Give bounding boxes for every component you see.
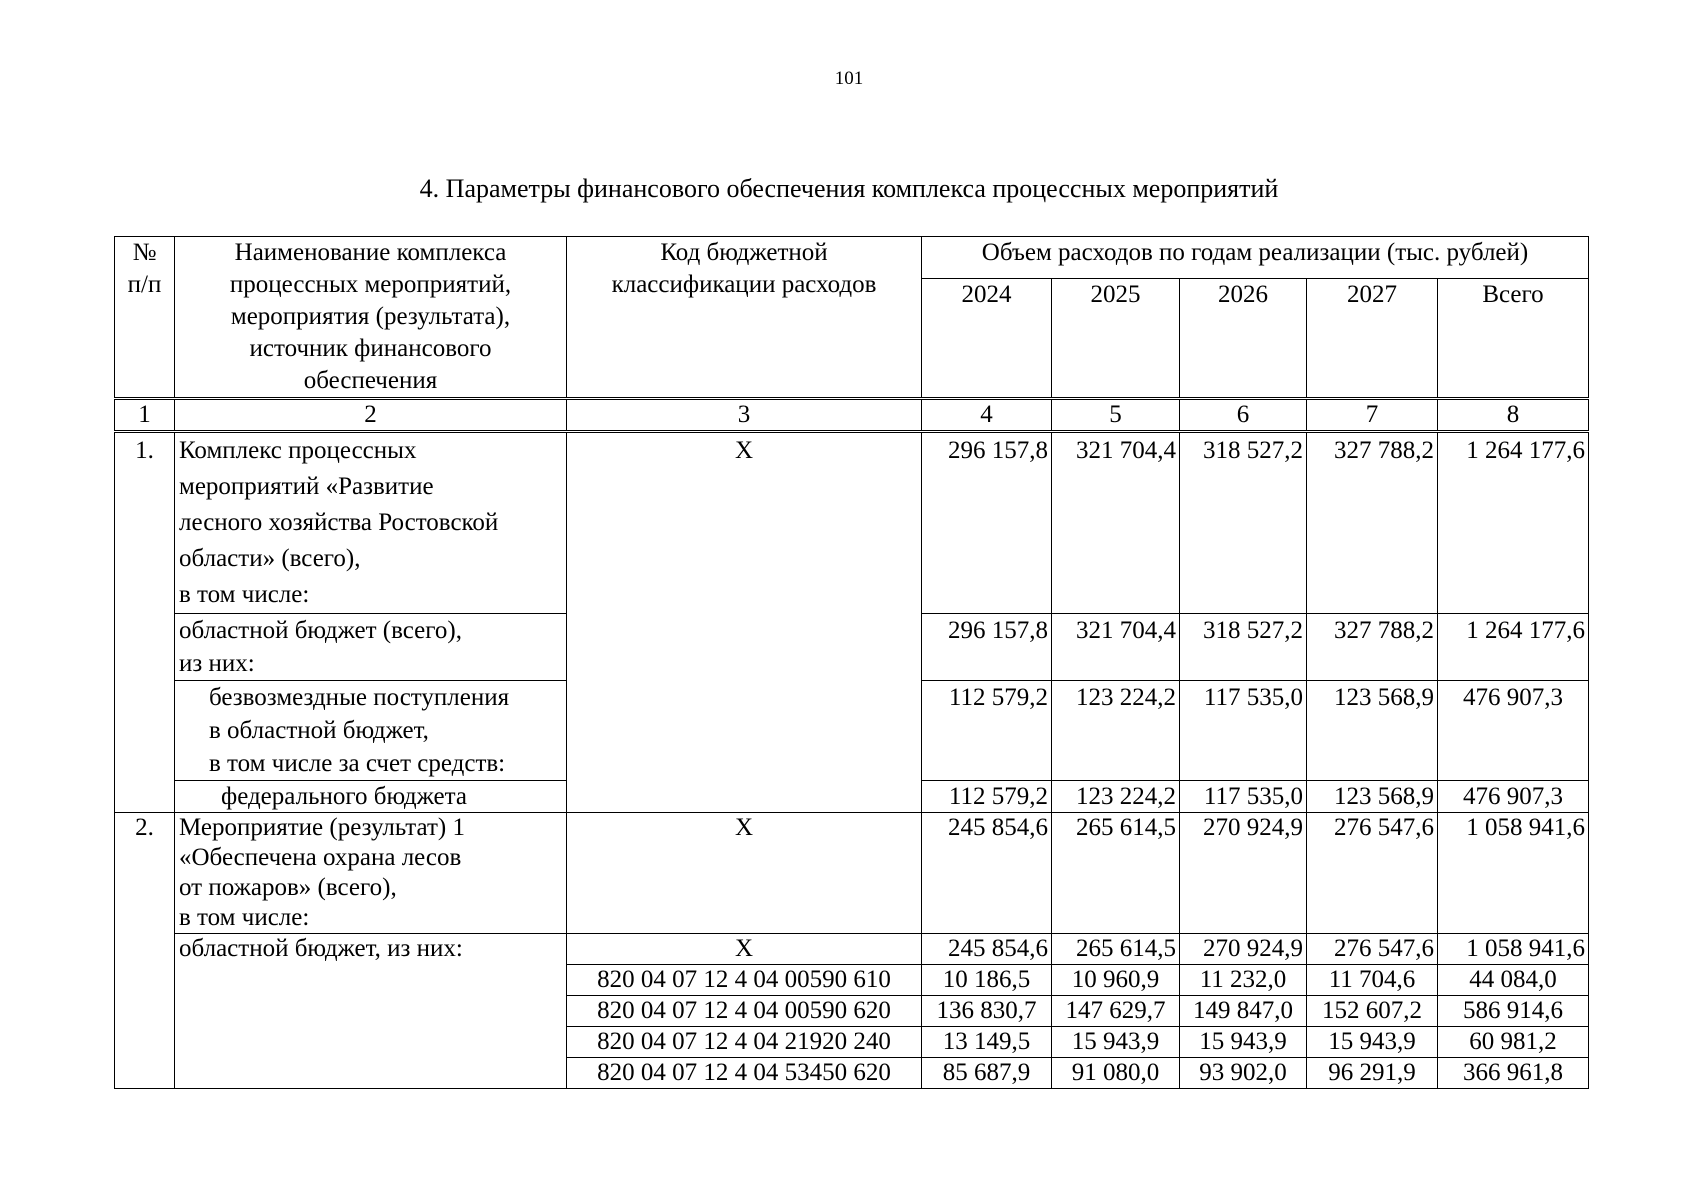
table-row: областной бюджет (всего), из них: 296 157,8 321 704,4 318 527,2 327 788,2 1 264 177,6 [115,614,1589,681]
column-numbers-row: 1 2 3 4 5 6 7 8 [115,399,1589,432]
row-code: 820 04 07 12 4 04 00590 620 [567,996,922,1027]
table-row: 820 04 07 12 4 04 00590 620 136 830,7 147 629,7 149 847,0 152 607,2 586 914,6 [115,996,1589,1027]
table-row: безвозмездные поступления в областной бюджет, в том числе за счет средств: 112 579,2 123 224,2 117 535,0 123 568,9 476 907,3 [115,681,1589,781]
row-code: 820 04 07 12 4 04 21920 240 [567,1027,922,1058]
row-name: Мероприятие (результат) 1 «Обеспечена охрана лесов от пожаров» (всего), в том числе: [175,813,567,934]
row-code: X [567,432,922,813]
row-name: федерального бюджета [175,781,567,813]
table-row: 820 04 07 12 4 04 53450 620 85 687,9 91 080,0 93 902,0 96 291,9 366 961,8 [115,1058,1589,1089]
row-number: 1. [115,432,175,813]
row-code: X [567,934,922,965]
header-name: Наименование комплекса процессных мероприятий, мероприятия (результата), источник финансового обеспечения [175,237,567,399]
row-name: областной бюджет, из них: [175,934,567,1089]
header-year-2024: 2024 [922,279,1052,399]
row-code: X [567,813,922,934]
table-row: областной бюджет, из них: X 245 854,6 265 614,5 270 924,9 276 547,6 1 058 941,6 [115,934,1589,965]
header-code: Код бюджетной классификации расходов [567,237,922,399]
row-code: 820 04 07 12 4 04 00590 610 [567,965,922,996]
row-number: 2. [115,813,175,1089]
row-name: областной бюджет (всего), из них: [175,614,567,681]
header-total: Всего [1438,279,1589,399]
table-row: федерального бюджета 112 579,2 123 224,2 117 535,0 123 568,9 476 907,3 [115,781,1589,813]
header-year-2027: 2027 [1307,279,1438,399]
table-row: 1. Комплекс процессных мероприятий «Развитие лесного хозяйства Ростовской области» (всего), в том числе: X 296 157,8 321 704,4 318 527,2 327 788,2 1 264 177,6 [115,432,1589,614]
table-row: 820 04 07 12 4 04 00590 610 10 186,5 10 960,9 11 232,0 11 704,6 44 084,0 [115,965,1589,996]
row-name: безвозмездные поступления в областной бюджет, в том числе за счет средств: [175,681,567,781]
header-volume: Объем расходов по годам реализации (тыс. рублей) [922,237,1589,279]
table-header-row [115,237,1589,279]
header-year-2026: 2026 [1180,279,1307,399]
row-code: 820 04 07 12 4 04 53450 620 [567,1058,922,1089]
header-no: № п/п [115,237,175,399]
row-name: Комплекс процессных мероприятий «Развитие лесного хозяйства Ростовской области» (всего), в том числе: [175,432,567,614]
document-title: 4. Параметры финансового обеспечения комплекса процессных мероприятий [419,174,1279,203]
header-year-2025: 2025 [1052,279,1180,399]
table-row: 820 04 07 12 4 04 21920 240 13 149,5 15 943,9 15 943,9 15 943,9 60 981,2 [115,1027,1589,1058]
page-number: 101 [834,68,864,89]
table-row: 2. Мероприятие (результат) 1 «Обеспечена охрана лесов от пожаров» (всего), в том числе: X 245 854,6 265 614,5 270 924,9 276 547,6 1 058 941,6 [115,813,1589,934]
financing-table [114,236,1589,1089]
